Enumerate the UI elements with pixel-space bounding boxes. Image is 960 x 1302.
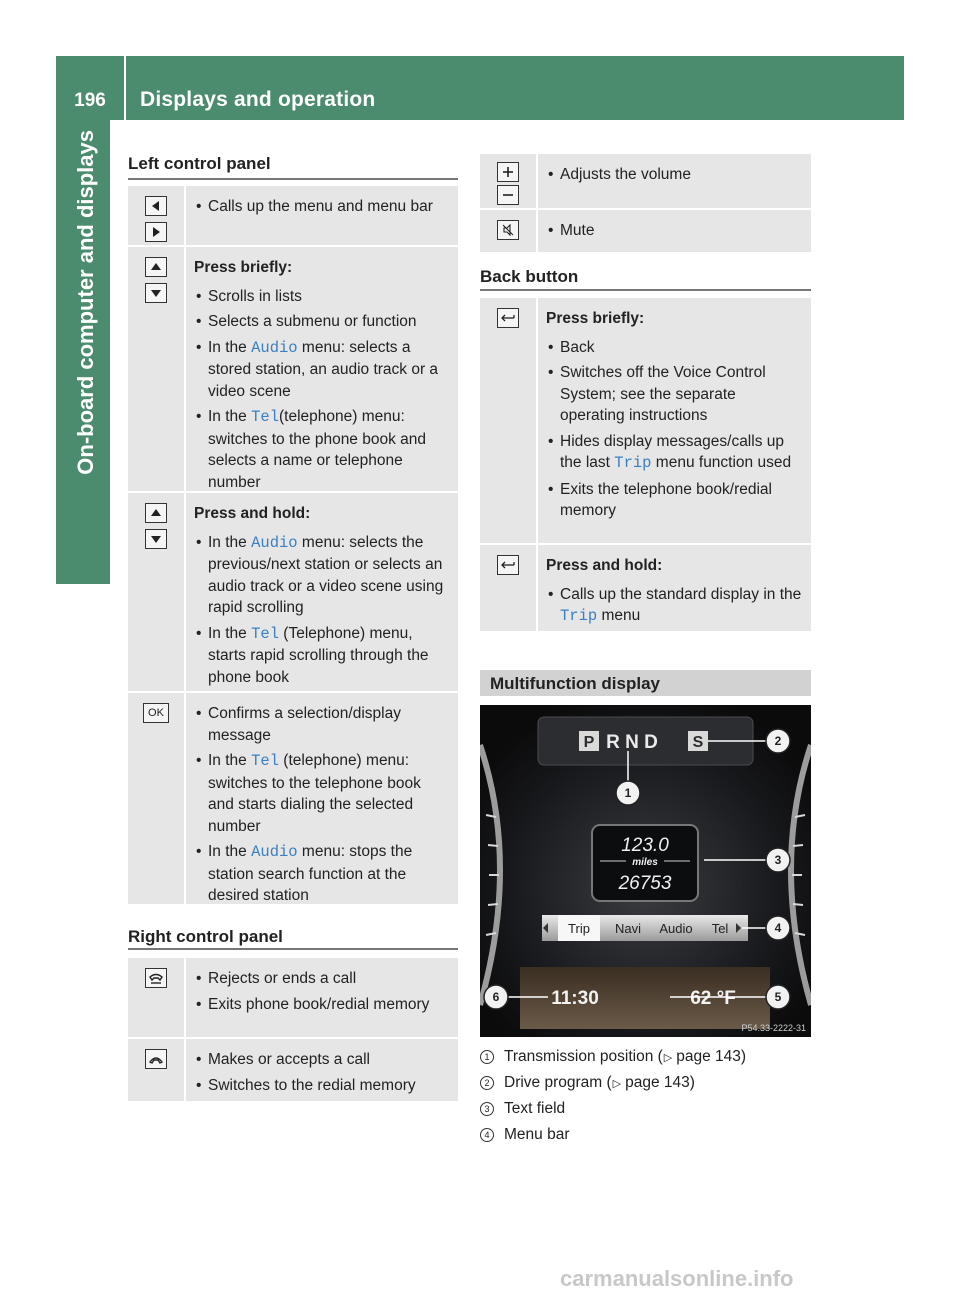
svg-text:P: P xyxy=(583,734,595,751)
table-row xyxy=(128,247,458,493)
bullet-post: (telephone) menu: switches to the telephone book and starts dialing the selected number xyxy=(208,752,421,835)
table-row xyxy=(128,493,458,693)
legend-page-ref: page 143) xyxy=(676,1048,747,1065)
description-cell xyxy=(538,545,811,631)
key-cell xyxy=(128,958,186,1037)
back-button-title: Back button xyxy=(480,267,579,286)
legend-number: 4 xyxy=(480,1128,494,1142)
right-panel-rule xyxy=(128,948,458,950)
key-cell xyxy=(128,693,186,904)
key-cell xyxy=(480,210,538,252)
bullet-post: menu xyxy=(597,607,641,624)
key-cell xyxy=(128,247,186,491)
figure-code: P54.33-2222-31 xyxy=(741,1023,806,1033)
bullet-item xyxy=(194,623,450,689)
menu-item-audio: Audio xyxy=(659,921,693,936)
svg-text:S: S xyxy=(692,734,704,751)
page-header xyxy=(56,56,904,120)
bullet-item: • Makes or accepts a call xyxy=(194,1049,450,1071)
left-panel-title: Left control panel xyxy=(128,154,271,173)
menu-term-audio: Audio xyxy=(251,843,298,861)
key-cell xyxy=(128,186,186,245)
bullet-post: (telephone) menu: switches to the phone book and selects a name or telephone number xyxy=(208,408,427,491)
legend-number: 3 xyxy=(480,1102,494,1116)
table-row xyxy=(128,958,458,1039)
left-panel-rule xyxy=(128,178,458,180)
volume-down-icon xyxy=(497,185,519,205)
bullet-item: • Mute xyxy=(546,220,803,242)
ok-key-icon: OK xyxy=(143,703,169,723)
bullet-item xyxy=(194,841,450,907)
page-reference-arrow-icon: ▷ xyxy=(612,1077,622,1090)
bullet-pre: In the xyxy=(208,338,252,356)
bullet-post: menu: selects a stored station, an audio track or a video scene xyxy=(208,338,439,400)
menu-item-tel: Tel xyxy=(711,921,729,936)
right-panel-title: Right control panel xyxy=(128,927,283,946)
table-row xyxy=(480,298,811,545)
press-and-hold-heading: Press and hold: xyxy=(546,557,663,574)
bullet-item xyxy=(194,750,450,837)
back-button-table xyxy=(480,298,811,631)
key-cell xyxy=(480,545,538,631)
right-panel-table xyxy=(128,958,458,1101)
description-cell xyxy=(186,958,458,1037)
press-briefly-heading: Press briefly: xyxy=(546,310,645,327)
bullet-item: • Calls up the menu and menu bar xyxy=(194,196,450,218)
legend-item xyxy=(480,1044,811,1070)
table-row xyxy=(480,154,811,210)
volume-up-icon xyxy=(497,162,519,182)
clock-time: 11:30 xyxy=(551,988,599,1009)
bullet-item: • Switches off the Voice Control System; see the separate operating instructions xyxy=(546,362,803,427)
bullet-item: • Scrolls in lists xyxy=(194,286,450,308)
chapter-title: On-board computer and displays xyxy=(73,130,98,475)
callout-5: 5 xyxy=(774,990,782,1004)
press-briefly-heading: Press briefly: xyxy=(194,259,293,276)
hang-up-icon xyxy=(145,968,167,988)
figure-legend xyxy=(480,1044,811,1148)
bullet-item: • Exits the telephone book/redial memory xyxy=(546,479,803,522)
outside-temperature: 62 °F xyxy=(690,988,736,1009)
bullet-item: • Confirms a selection/display message xyxy=(194,703,450,746)
chapter-side-tab xyxy=(56,120,110,584)
key-cell xyxy=(480,298,538,543)
left-arrow-key-icon xyxy=(145,196,167,216)
up-arrow-key-icon xyxy=(145,257,167,277)
bullet-pre: Hides display messages/calls up the last xyxy=(560,432,784,471)
bullet-post: menu function used xyxy=(651,454,792,471)
description-cell xyxy=(186,493,458,691)
legend-item xyxy=(480,1122,811,1148)
legend-number: 2 xyxy=(480,1076,494,1090)
bullet-item: • Back xyxy=(546,337,803,359)
accept-call-icon xyxy=(145,1049,167,1069)
bullet-item: • Exits phone book/redial memory xyxy=(194,994,450,1016)
callout-2: 2 xyxy=(774,734,782,748)
right-arrow-key-icon xyxy=(145,222,167,242)
bullet-pre: In the xyxy=(208,408,252,425)
callout-3: 3 xyxy=(774,853,782,867)
legend-text: Text field xyxy=(504,1100,566,1117)
table-row xyxy=(128,186,458,247)
up-arrow-key-icon xyxy=(145,503,167,523)
bullet-pre: In the xyxy=(208,533,252,551)
key-cell xyxy=(480,154,538,208)
menu-term-audio: Audio xyxy=(251,338,298,357)
left-panel-table xyxy=(128,186,458,904)
description-cell xyxy=(186,186,458,245)
down-arrow-key-icon xyxy=(145,283,167,303)
header-divider xyxy=(124,56,126,120)
volume-table xyxy=(480,154,811,252)
bullet-item xyxy=(194,532,450,619)
legend-item xyxy=(480,1096,811,1122)
page-title: Displays and operation xyxy=(140,88,376,111)
table-row xyxy=(480,545,811,631)
legend-number: 1 xyxy=(480,1050,494,1064)
bullet-item xyxy=(194,406,450,493)
bullet-item: • Rejects or ends a call xyxy=(194,968,450,990)
legend-text: Transmission position ( xyxy=(504,1048,663,1065)
menu-term-tel: Tel xyxy=(251,408,279,426)
bullet-post: menu: selects the previous/next station or selects an audio track or a video scene using rapid scrolling xyxy=(208,533,444,616)
menu-item-trip: Trip xyxy=(568,921,590,936)
back-button-rule xyxy=(480,289,811,291)
bullet-pre: In the xyxy=(208,752,252,769)
bullet-item: • Selects a submenu or function xyxy=(194,311,450,333)
table-row xyxy=(480,210,811,252)
back-key-icon xyxy=(497,308,519,328)
bullet-item xyxy=(546,431,803,475)
bullet-item xyxy=(546,584,803,628)
page-reference-arrow-icon: ▷ xyxy=(663,1051,673,1064)
description-cell xyxy=(538,210,811,252)
bullet-item: • Switches to the redial memory xyxy=(194,1075,450,1097)
back-key-icon xyxy=(497,555,519,575)
legend-page-ref: page 143) xyxy=(625,1074,695,1091)
callout-1: 1 xyxy=(624,786,632,800)
description-cell xyxy=(538,298,811,543)
watermark: carmanualsonline.info xyxy=(560,1266,794,1291)
page-number: 196 xyxy=(74,90,106,111)
callout-4: 4 xyxy=(774,921,782,935)
menu-term-audio: Audio xyxy=(251,533,298,552)
description-cell xyxy=(186,247,458,491)
bullet-pre: Calls up the standard display in the xyxy=(560,585,802,603)
menu-item-navi: Navi xyxy=(614,921,642,936)
instrument-cluster-illustration xyxy=(480,705,811,1037)
menu-term-tel: Tel xyxy=(251,624,279,643)
multifunction-display-photo xyxy=(480,705,811,1037)
callout-6: 6 xyxy=(492,990,500,1004)
distance-unit: miles xyxy=(632,857,658,868)
legend-text: Menu bar xyxy=(504,1126,570,1143)
multifunction-title: Multifunction display xyxy=(480,670,811,696)
trip-value: 123.0 xyxy=(621,835,669,856)
bullet-pre: In the xyxy=(208,624,252,642)
key-cell xyxy=(128,493,186,691)
bullet-post: (Telephone) menu, starts rapid scrolling through the phone book xyxy=(208,624,429,686)
bullet-item: • Adjusts the volume xyxy=(546,164,803,186)
table-row xyxy=(128,693,458,904)
menu-term-trip: Trip xyxy=(560,607,598,625)
description-cell xyxy=(186,693,458,904)
odometer-value: 26753 xyxy=(618,873,672,894)
gear-indicator: R N D xyxy=(606,732,658,753)
menu-term-tel: Tel xyxy=(251,752,279,770)
mute-icon xyxy=(497,220,519,240)
description-cell xyxy=(186,1039,458,1101)
down-arrow-key-icon xyxy=(145,529,167,549)
legend-text: Drive program ( xyxy=(504,1074,612,1091)
key-cell xyxy=(128,1039,186,1101)
bullet-item xyxy=(194,337,450,403)
legend-item xyxy=(480,1070,811,1096)
bullet-post: menu: stops the station search function at the desired station xyxy=(208,843,413,904)
menu-term-trip: Trip xyxy=(614,454,652,472)
table-row xyxy=(128,1039,458,1101)
press-and-hold-heading: Press and hold: xyxy=(194,505,311,522)
description-cell xyxy=(538,154,811,208)
bullet-pre: In the xyxy=(208,843,252,860)
